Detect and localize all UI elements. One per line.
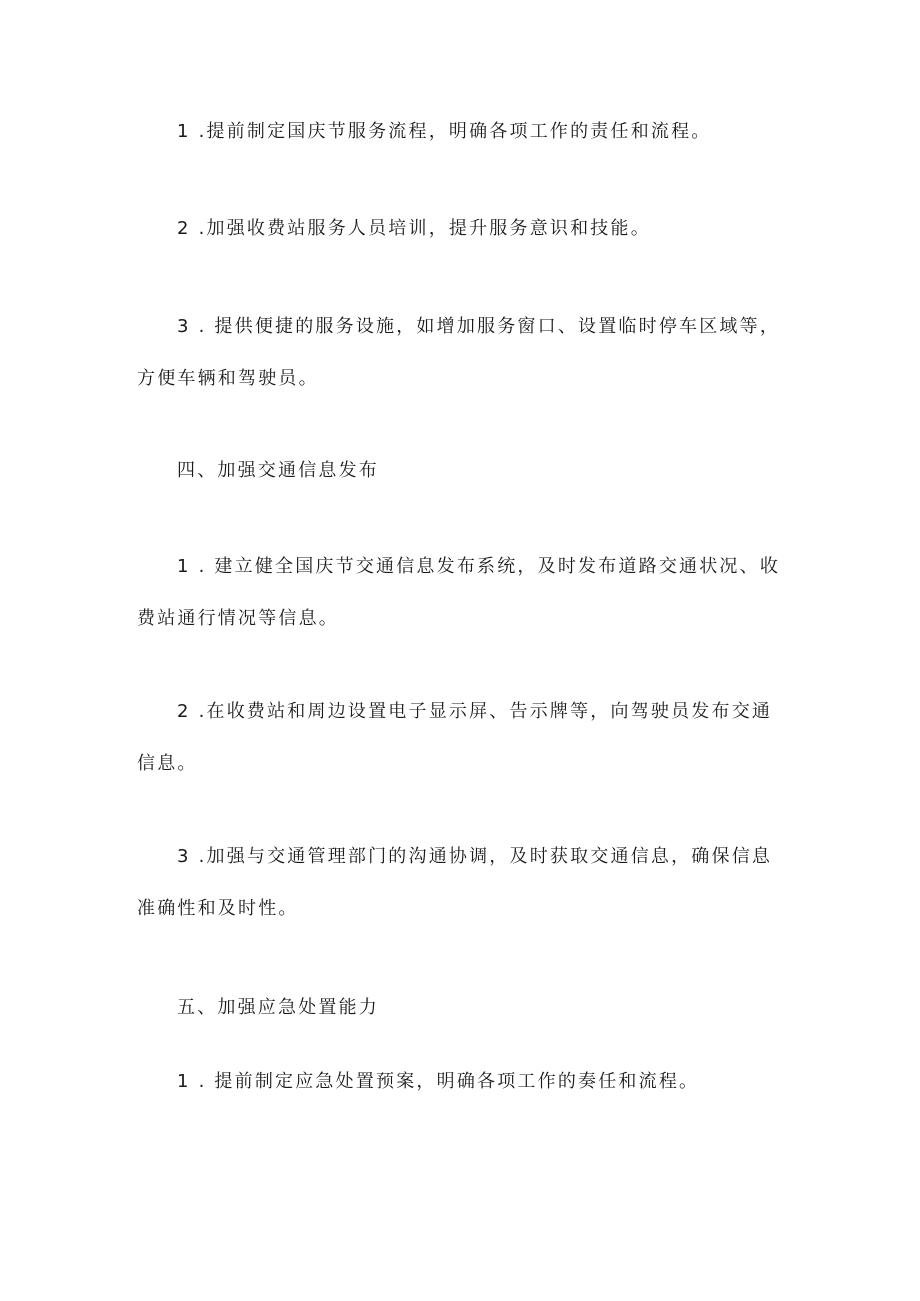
paragraph-coordination: 3 .加强与交通管理部门的沟通协调，及时获取交通信息，确保信息准确性和及时性。 bbox=[137, 846, 773, 919]
paragraph-staff-training: 2 .加强收费站服务人员培训，提升服务意识和技能。 bbox=[177, 218, 651, 239]
section-heading-emergency: 五、加强应急处置能力 bbox=[177, 997, 379, 1018]
section-heading-traffic-info: 四、加强交通信息发布 bbox=[177, 460, 379, 481]
paragraph-service-facilities: 3 . 提供便捷的服务设施，如增加服务窗口、设置临时停车区域等，方便车辆和驾驶员。 bbox=[137, 316, 781, 389]
paragraph-info-system: 1 . 建立健全国庆节交通信息发布系统，及时发布道路交通状况、收费站通行情况等信息。 bbox=[137, 556, 781, 629]
paragraph-display-screens: 2 .在收费站和周边设置电子显示屏、告示牌等，向驾驶员发布交通信息。 bbox=[137, 701, 773, 774]
paragraph-emergency-plan: 1 . 提前制定应急处置预案，明确各项工作的奏任和流程。 bbox=[177, 1071, 700, 1092]
paragraph-service-process: 1 .提前制定国庆节服务流程，明确各项工作的责任和流程。 bbox=[177, 121, 712, 142]
